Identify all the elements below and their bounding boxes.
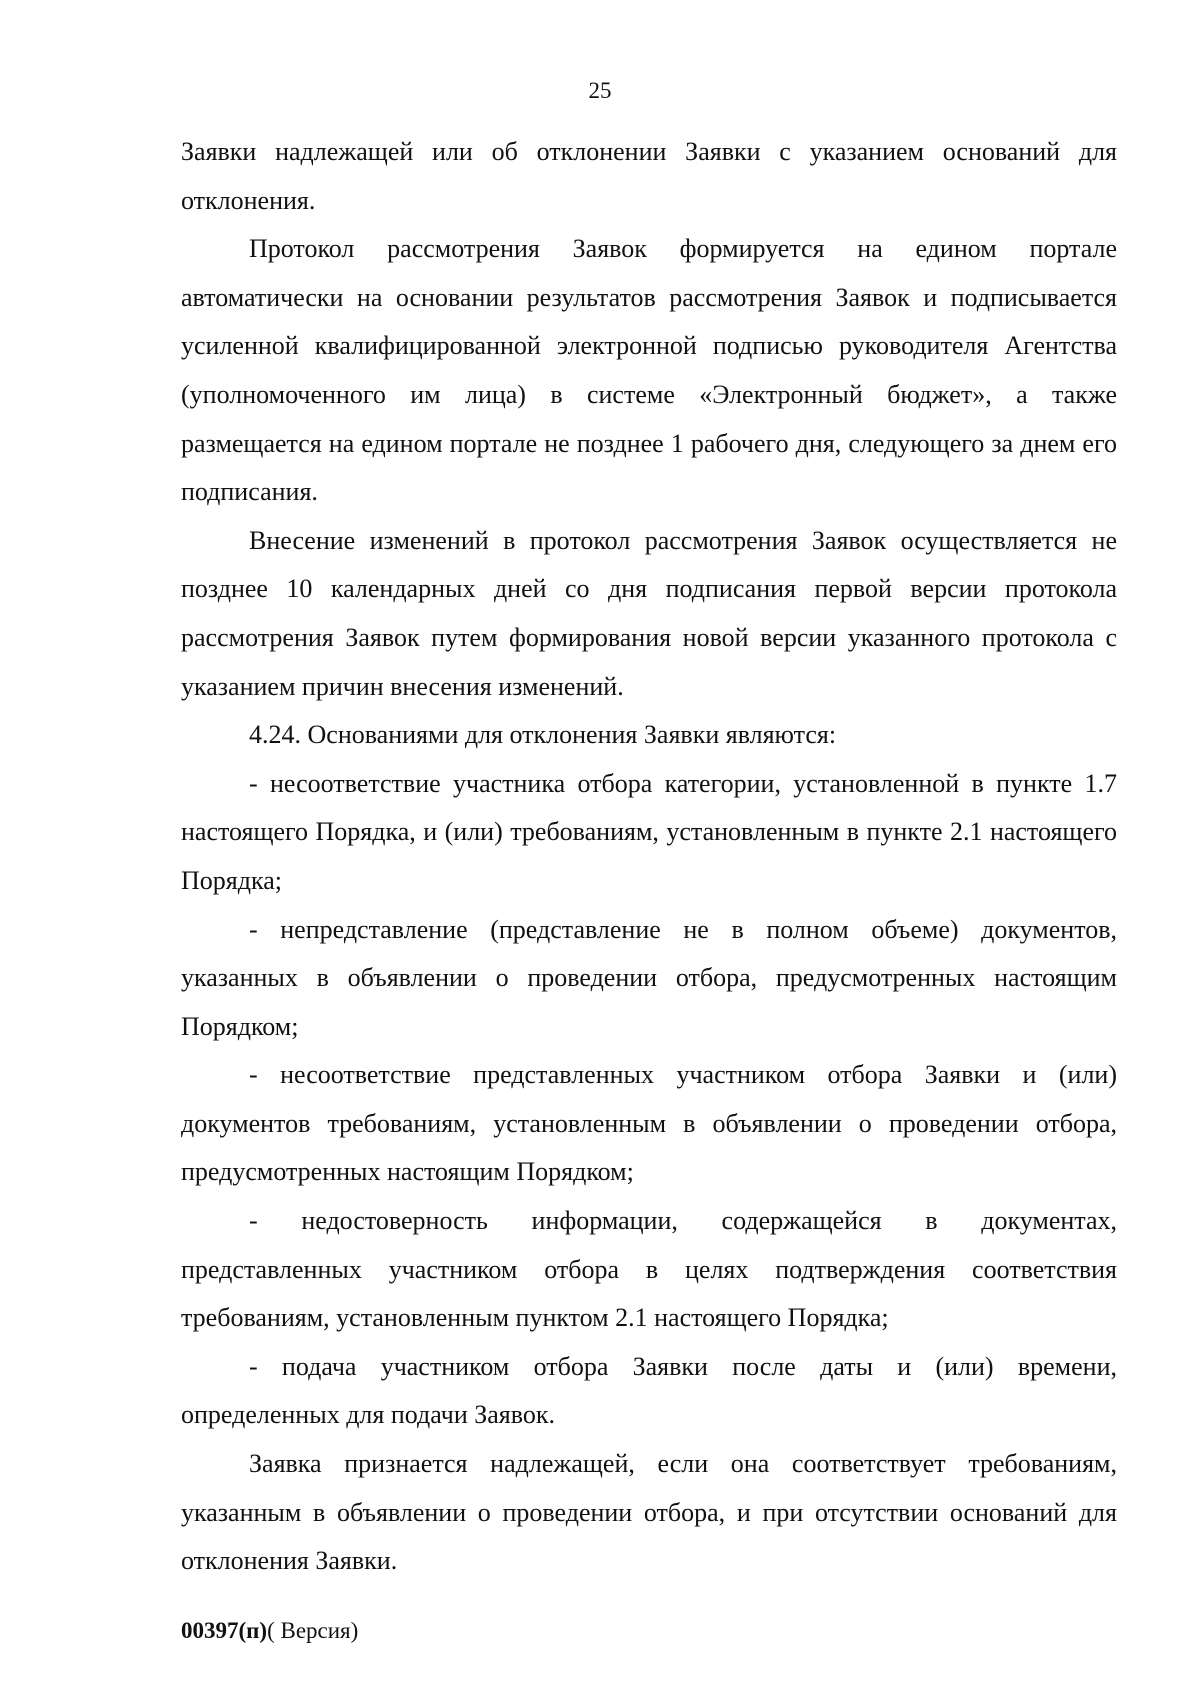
footer-document-code [181,1618,358,1644]
paragraph-continuation: Заявки надлежащей или об отклонении Заявки с указанием оснований для отклонения. [181,137,1117,215]
page-number: 25 [588,78,612,103]
footer-code-version: ( Версия) [267,1618,359,1643]
list-item-requirements-mismatch: - несоответствие представленных участником отбора Заявки и (или) документов требованиям, установленным в объявлении о проведении отбора, предусмотренных настоящим Порядком; [181,1060,1117,1187]
paragraph-protocol-formation: Протокол рассмотрения Заявок формируется на едином портале автоматически на основании результатов рассмотрения Заявок и подписывается усиленной квалифицированной электронной подписью руководителя Агентства (уполномоченного им лица) в системе «Электронный бюджет», а также размещается на едином портале не позднее 1 рабочего дня, следующего за днем его подписания. [181,234,1117,507]
body-text [181,128,1117,1586]
paragraph-proper-application: Заявка признается надлежащей, если она соответствует требованиям, указанным в объявлении о проведении отбора, и при отсутствии оснований для отклонения Заявки. [181,1449,1117,1576]
list-item-category-mismatch: - несоответствие участника отбора категории, установленной в пункте 1.7 настоящего Порядка, и (или) требованиям, установленным в пункте 2.1 настоящего Порядка; [181,768,1117,895]
paragraph-protocol-changes: Внесение изменений в протокол рассмотрения Заявок осуществляется не позднее 10 календарных дней со дня подписания первой версии протокола рассмотрения Заявок путем формирования новой версии указанного протокола с указанием причин внесения изменений. [181,525,1117,701]
list-item-false-information: - недостоверность информации, содержащейся в документах, представленных участником отбора в целях подтверждения соответствия требованиям, установленным пунктом 2.1 настоящего Порядка; [181,1206,1117,1333]
list-item-documents-missing: - непредставление (представление не в полном объеме) документов, указанных в объявлении о проведении отбора, предусмотренных настоящим Порядком; [181,914,1117,1041]
list-item-late-submission: - подача участником отбора Заявки после даты и (или) времени, определенных для подачи Заявок. [181,1351,1117,1430]
paragraph-section-4-24: 4.24. Основаниями для отклонения Заявки являются: [249,720,837,750]
footer-code-number: 00397(п) [181,1618,268,1643]
